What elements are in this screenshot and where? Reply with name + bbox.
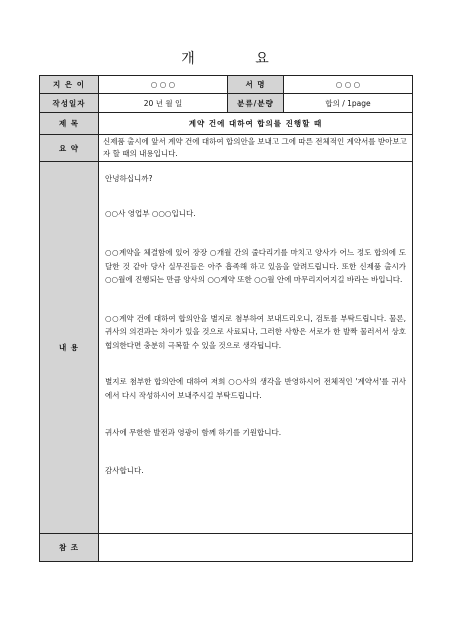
- category-label: 분류/분량: [228, 94, 284, 113]
- content-body: [99, 162, 413, 534]
- subject-value: 계약 건에 대하여 합의를 진행할 때: [99, 113, 413, 135]
- closing-paragraph: 감사합니다.: [105, 465, 144, 475]
- request-paragraph: 별지로 첨부한 합의안에 대하여 저희 ○○사의 생각을 반영하시어 전체적인 '계약서'를 귀사에서 다시 작성하시어 보내주시길 부탁드립니다.: [105, 377, 406, 400]
- proposal-paragraph: ○○계약 건에 대하여 합의안을 별지로 첨부하여 보내드리오니, 검토를 부탁드립니다. 물론, 귀사의 의견과는 차이가 있을 것으로 사료되나, 그러한 사항은 서로가 한 발짝 물러서서 상호 협의한다면 충분히 극복할 수 있을 것으로 생각됩니다.: [105, 313, 406, 350]
- content-row: [40, 162, 413, 534]
- writer-value: ○ ○ ○: [99, 76, 228, 94]
- summary-value: 신제품 출시에 앞서 계약 건에 대하여 합의안을 보내고 그에 따른 전체적인 계약서를 받아보고자 할 때의 내용입니다.: [99, 135, 413, 162]
- summary-row: [40, 135, 413, 162]
- writer-label: 지 은 이: [40, 76, 99, 94]
- reference-label: 참 조: [40, 534, 99, 562]
- date-value: 20 년 월 일: [99, 94, 228, 113]
- category-value: 합의 / 1page: [284, 94, 413, 113]
- summary-label: 요 약: [40, 135, 99, 162]
- background-paragraph: ○○계약을 체결함에 있어 장장 ○개월 간의 줄다리기를 마치고 양사가 어느 정도 합의에 도달한 것 같아 당사 실무진들은 아주 흡족해 하고 있음을 알려드립니다. 또한 신제품 출시가 ○○월에 진행되는 만큼 양사의 ○○계약 또한 ○○월 안에 마무리지어지길 바라는 바입니다.: [105, 248, 406, 284]
- date-row: [40, 94, 413, 113]
- document-title: 개 요: [181, 51, 297, 67]
- wishes-paragraph: 귀사에 무한한 발전과 영광이 함께 하기를 기원합니다.: [105, 428, 282, 437]
- introduction-paragraph: ○○사 영업부 ○○○입니다.: [105, 208, 196, 218]
- reference-value: [99, 534, 413, 562]
- sign-label: 서 명: [228, 76, 284, 94]
- writer-row: [40, 76, 413, 94]
- sign-value: ○ ○ ○: [284, 76, 413, 94]
- form-table: [39, 75, 413, 562]
- reference-row: [40, 534, 413, 562]
- subject-label: 제 목: [40, 113, 99, 135]
- subject-row: [40, 113, 413, 135]
- date-label: 작성일자: [40, 94, 99, 113]
- greeting-paragraph: 안녕하십니까?: [105, 174, 153, 183]
- content-label: 내 용: [40, 162, 99, 534]
